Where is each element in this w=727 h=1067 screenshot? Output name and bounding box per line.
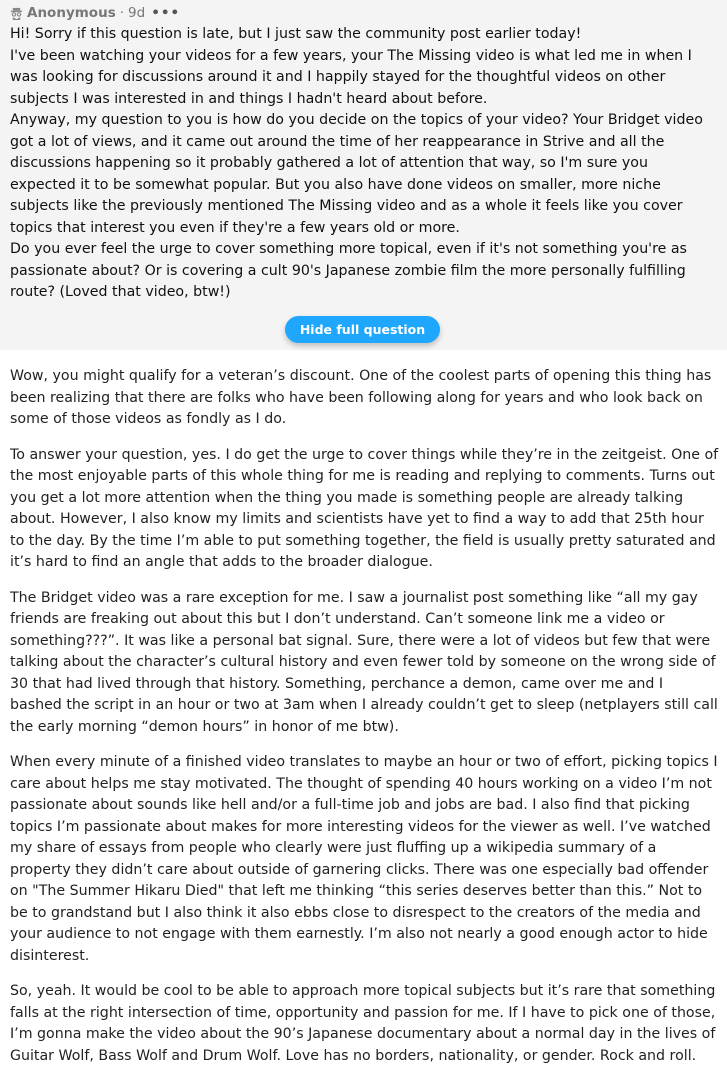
meta-separator: · xyxy=(119,5,125,21)
answer-paragraph: When every minute of a finished video translates to maybe an hour or two of effort, picking topics I care about helps me stay motivated. The thought of spending 40 hours working on a video I’m not passionate about sounds like hell and/or a full-time job and jobs are bad. I also find that picking topics I’m passionate about makes for more interesting videos for the viewer as well. I’ve watched my share of essays from people who clearly were just fluffing up a wikipedia summary of a property they didn’t care about outside of garnering clicks. There was one especially bad offender on "The Summer Hikaru Died" that left me thinking “this series deserves better than this.” Not to be to grandstand but I also think it also ebbs close to disrespect to the creators of the media and your audience to not engage with them earnestly. I’m also not nearly a good enough actor to hide disinterest. xyxy=(10,754,718,964)
question-body xyxy=(10,24,715,304)
question-paragraph: Hi! Sorry if this question is late, but I just saw the community post earlier today! xyxy=(10,26,582,42)
more-options-icon[interactable]: ••• xyxy=(151,5,181,21)
question-card xyxy=(0,0,727,350)
question-paragraph: Anyway, my question to you is how do you decide on the topics of your video? Your Bridget video got a lot of views, and it came out around the time of her reappearance in Strive and all the discussions happening so it probably gathered a lot of attention that way, so I'm sure you expected it to be somewhat popular. But you also have done videos on smaller, more niche subjects like the previously mentioned The Missing video and as a whole it feels like you cover topics that interest you even if they're a few years old or more. xyxy=(10,112,703,236)
answer-paragraph: Wow, you might qualify for a veteran’s discount. One of the coolest parts of opening this thing has been realizing that there are folks who have been following along for years and who look back on some of those videos as fondly as I do. xyxy=(10,368,712,427)
question-header xyxy=(10,2,715,24)
answer-body xyxy=(0,350,727,1067)
anonymous-spy-icon xyxy=(10,7,23,20)
author-name: Anonymous xyxy=(27,5,116,21)
hide-question-wrapper xyxy=(10,316,715,343)
time-ago: 9d xyxy=(128,5,146,21)
question-paragraph: Do you ever feel the urge to cover something more topical, even if it's not something you're as passionate about? Or is covering a cult 90's Japanese zombie film the more personally fulfilling route? (Loved that video, btw!) xyxy=(10,241,687,300)
answer-paragraph: The Bridget video was a rare exception for me. I saw a journalist post something like “all my gay friends are freaking out about this but I don’t understand. Can’t someone link me a video or something???”. It was like a personal bat signal. Sure, there were a lot of videos but few that were talking about the character’s cultural history and even fewer told by someone on the wrong side of 30 that had lived through that history. Something, perchance a demon, came over me and I bashed the script in an hour or two at 3am when I already couldn’t get to sleep (netplayers still call the early morning “demon hours” in honor of me btw). xyxy=(10,589,718,735)
answer-paragraph: So, yeah. It would be cool to be able to approach more topical subjects but it’s rare that something falls at the right intersection of time, opportunity and passion for me. If I have to pick one of those, I’m gonna make the video about the 90’s Japanese documentary about a normal day in the lives of Guitar Wolf, Bass Wolf and Drum Wolf. Love has no borders, nationality, or gender. Rock and roll. xyxy=(10,983,716,1064)
answer-paragraph: To answer your question, yes. I do get the urge to cover things while they’re in the zeitgeist. One of the most enjoyable parts of this whole thing for me is reading and replying to comments. Turns out you get a lot more attention when the thing you made is something people are already talking about. However, I also know my limits and scientists have yet to find a way to add that 25th hour to the day. By the time I’m able to put something together, the field is usually pretty saturated and it’s hard to find an angle that adds to the broader dialogue. xyxy=(10,446,719,570)
question-paragraph: I've been watching your videos for a few years, your The Missing video is what led me in when I was looking for discussions around it and I happily stayed for the thoughtful videos on other subjects I was interested in and things I hadn't heard about before. xyxy=(10,47,692,107)
hide-full-question-button[interactable]: Hide full question xyxy=(285,316,440,343)
